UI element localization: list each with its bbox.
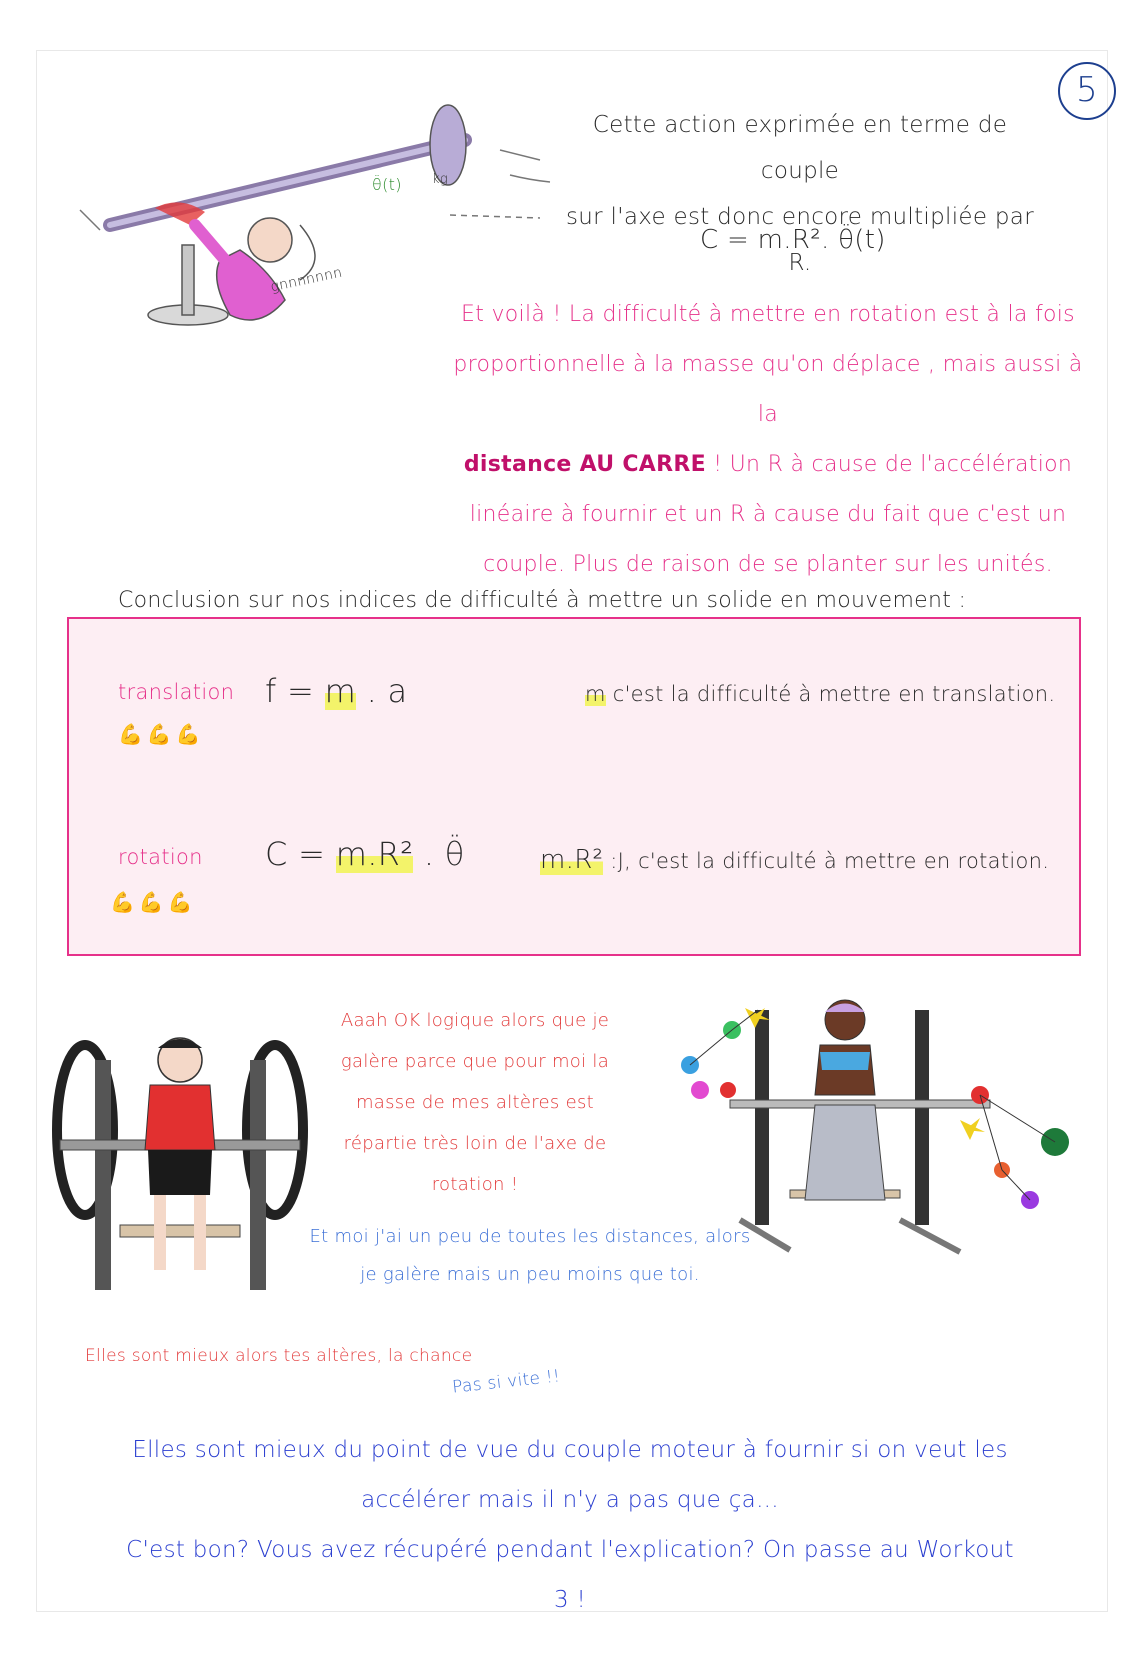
translation-arm-icons: 💪💪💪 <box>118 722 205 746</box>
dialog-red-line-3: masse de mes altères est <box>355 1092 595 1113</box>
pink-paragraph <box>448 290 1088 590</box>
dialog-blue <box>305 1218 755 1294</box>
rotation-desc-mass: m.R² <box>540 845 604 875</box>
rotation-description <box>540 845 1049 875</box>
dialog-red-line-1: Aaah OK logique alors que je <box>340 1010 610 1031</box>
pink-line-4: linéaire à fournir et un R à cause du fait que c'est un <box>469 502 1067 527</box>
dialog-blue-line-1: Et moi j'ai un peu de toutes les distances, alors <box>309 1226 751 1247</box>
final-line-2: accélérer mais il n'y a pas que ça... <box>361 1487 779 1513</box>
emphasis-distance-squared: distance AU CARRE <box>463 452 706 477</box>
dialog-blue-2: Pas si vite !! <box>451 1366 562 1398</box>
rotation-label: rotation <box>118 845 203 869</box>
rotation-eq-mass: m.R² <box>335 835 414 873</box>
weight-label: kg <box>432 172 448 187</box>
pink-line-3-rest: ! Un R à cause de l'accélération <box>705 452 1073 477</box>
page-number: 5 <box>1058 62 1116 120</box>
theta-label: θ̈(t) <box>372 175 402 194</box>
conclusion-title: Conclusion sur nos indices de difficulté à mettre un solide en mouvement : <box>118 588 967 613</box>
dialog-red-line-2: galère parce que pour moi la <box>340 1051 610 1072</box>
translation-label: translation <box>118 680 235 704</box>
intro-line-1: Cette action exprimée en terme de couple <box>592 112 1008 184</box>
dialog-blue-line-2: je galère mais un peu moins que toi. <box>360 1264 700 1285</box>
dialog-red-line-5: rotation ! <box>431 1174 519 1195</box>
dialog-red <box>335 1000 615 1205</box>
dialog-red-line-4: répartie très loin de l'axe de <box>343 1133 607 1154</box>
conclusion-box <box>67 617 1081 956</box>
translation-eq-lhs: f = <box>265 672 315 710</box>
boy-wheel-barbell-illustration <box>50 1000 310 1300</box>
rotation-desc-text: :J, c'est la difficulté à mettre en rotation. <box>610 849 1050 873</box>
translation-eq-mass: m <box>324 672 357 710</box>
pink-line-1: Et voilà ! La difficulté à mettre en rotation est à la fois <box>461 302 1075 327</box>
translation-desc-mass: m <box>585 682 606 706</box>
effort-sound: gnnnnnnn <box>269 264 344 296</box>
translation-desc-text: c'est la difficulté à mettre en translation. <box>612 682 1056 706</box>
pink-line-5: couple. Plus de raison de se planter sur les unités. <box>483 552 1053 577</box>
translation-equation <box>265 672 407 710</box>
final-text <box>120 1425 1020 1625</box>
translation-eq-rest: . a <box>366 672 408 710</box>
rotation-eq-rest: . θ̈ <box>423 835 465 873</box>
intro-line-2: sur l'axe est donc encore multipliée par R. <box>566 204 1034 276</box>
final-line-1: Elles sont mieux du point de vue du couple moteur à fournir si on veut les <box>132 1437 1008 1463</box>
dialog-red-2: Elles sont mieux alors tes altères, la chance <box>85 1346 473 1366</box>
pink-line-2: proportionnelle à la masse qu'on déplace , mais aussi à la <box>453 352 1083 427</box>
translation-description <box>585 682 1055 706</box>
intro-text <box>560 102 1040 286</box>
torque-formula: C = m.R². θ̈(t) <box>700 225 886 255</box>
rotation-arm-icons: 💪💪💪 <box>110 890 197 914</box>
rotation-eq-lhs: C = <box>265 835 326 873</box>
pink-line-3 <box>448 440 1088 490</box>
final-line-3: C'est bon? Vous avez récupéré pendant l'explication? On passe au Workout 3 ! <box>126 1537 1014 1613</box>
rotation-equation <box>265 835 465 873</box>
